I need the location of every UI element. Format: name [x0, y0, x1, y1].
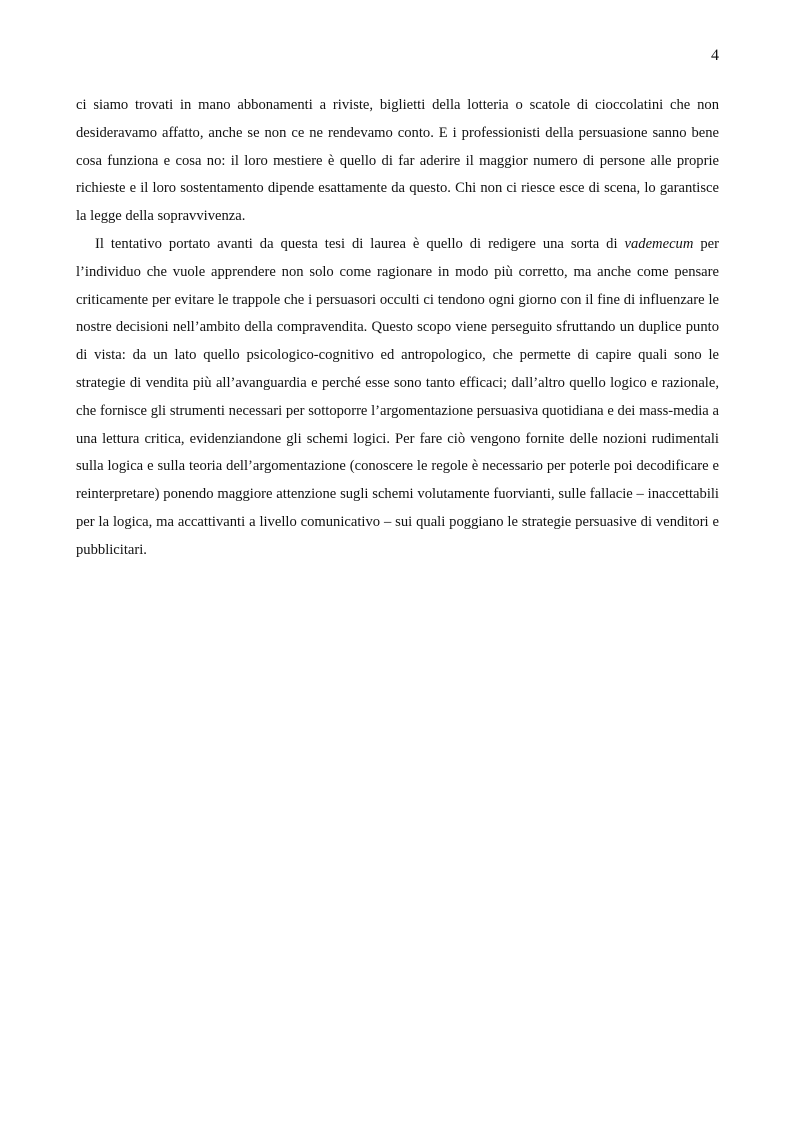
paragraph-2 — [76, 231, 719, 565]
emphasis-vademecum: vademecum — [624, 235, 694, 252]
paragraph-1: ci siamo trovati in mano abbonamenti a riviste, biglietti della lotteria o scatole di cioccolatini che non desideravamo affatto, anche se non ce ne rendevamo conto. E i professionisti della persuasione sanno bene cosa funziona e cosa no: il loro mestiere è quello di far aderire il maggior numero di persone alle proprie richieste e il loro sostentamento dipende esattamente da questo. Chi non ci riesce esce di scena, lo garantisce la legge della sopravvivenza. — [76, 97, 719, 225]
paragraph-2-text-end: per l’individuo che vuole apprendere non solo come ragionare in modo più corretto, ma anche come pensare criticamente per evitare le trappole che i persuasori occulti ci tendono ogni giorno con il fine di influenzare le nostre decisioni nell’ambito della compravendita. Questo scopo viene perseguito sfruttando un duplice punto di vista: da un lato quello psicologico-cognitivo ed antropologico, che permette di capire quali sono le strategie di vendita più all’avanguardia e perché esse sono tanto efficaci; dall’altro quello logico e razionale, che fornisce gli strumenti necessari per sottoporre l’argomentazione persuasiva quotidiana e dei mass-media a una lettura critica, evidenziandone gli schemi logici. Per fare ciò vengono fornite delle nozioni rudimentali sulla logica e sulla teoria dell’argomentazione (conoscere le regole è necessario per poterle poi decodificare e reinterpretare) ponendo maggiore attenzione sugli schemi volutamente fuorvianti, sulle fallacie – inaccettabili per la logica, ma accattivanti a livello comunicativo – sui quali poggiano le strategie persuasive di venditori e pubblicitari. — [76, 235, 719, 558]
paragraph-2-text-start: Il tentativo portato avanti da questa tesi di laurea è quello di redigere una sorta di — [95, 235, 625, 252]
page-number: 4 — [711, 47, 719, 64]
body-text — [76, 92, 719, 565]
